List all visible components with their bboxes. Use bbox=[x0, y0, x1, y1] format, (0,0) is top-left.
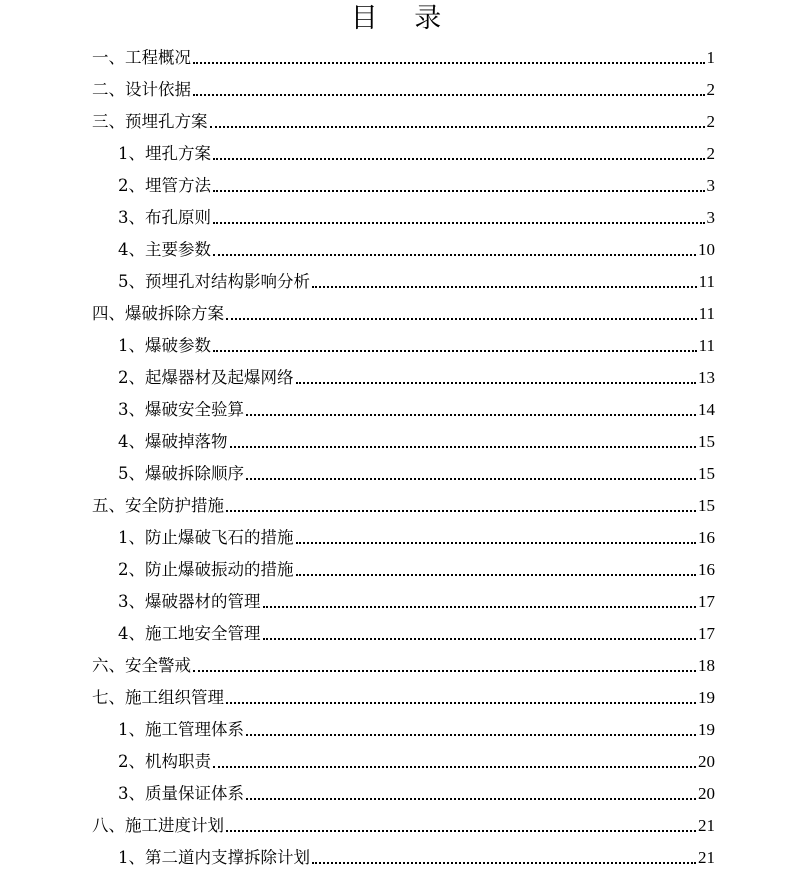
dot-leader bbox=[246, 414, 696, 416]
dot-leader bbox=[193, 62, 705, 64]
toc-entry-page: 18 bbox=[698, 656, 715, 675]
dot-leader bbox=[210, 126, 705, 128]
toc-entry-text: 二、设计依据 bbox=[92, 80, 191, 99]
toc-entry-page: 17 bbox=[698, 624, 715, 643]
toc-entry-text: 三、预埋孔方案 bbox=[92, 112, 208, 131]
page-title: 目 录 bbox=[350, 3, 456, 34]
dot-leader bbox=[230, 446, 697, 448]
toc-entry-page: 11 bbox=[698, 272, 715, 291]
toc-entry-page: 16 bbox=[698, 528, 715, 547]
dot-leader bbox=[213, 222, 705, 224]
toc-entry-text: 2、机构职责 bbox=[118, 752, 211, 771]
toc-entry-page: 19 bbox=[698, 720, 715, 739]
toc-entry[interactable] bbox=[0, 231, 792, 263]
toc-entry-page: 11 bbox=[698, 336, 715, 355]
toc-entry[interactable] bbox=[0, 711, 792, 743]
toc-entry[interactable] bbox=[0, 391, 792, 423]
toc-entry[interactable] bbox=[0, 199, 792, 231]
dot-leader bbox=[193, 94, 705, 96]
toc-entry[interactable] bbox=[0, 263, 792, 295]
table-of-contents bbox=[0, 39, 792, 871]
toc-entry-text: 七、施工组织管理 bbox=[92, 688, 224, 707]
toc-entry-page: 10 bbox=[698, 240, 715, 259]
toc-entry-text: 四、爆破拆除方案 bbox=[92, 304, 224, 323]
toc-entry-text: 六、安全警戒 bbox=[92, 656, 191, 675]
toc-entry-text: 3、爆破器材的管理 bbox=[118, 592, 261, 611]
dot-leader bbox=[296, 542, 697, 544]
toc-entry-page: 15 bbox=[698, 496, 715, 515]
toc-entry-text: 4、主要参数 bbox=[118, 240, 211, 259]
toc-entry[interactable] bbox=[0, 807, 792, 839]
toc-entry-page: 20 bbox=[698, 784, 715, 803]
dot-leader bbox=[213, 190, 705, 192]
toc-entry[interactable] bbox=[0, 71, 792, 103]
toc-entry-page: 15 bbox=[698, 464, 715, 483]
toc-entry-page: 13 bbox=[698, 368, 715, 387]
dot-leader bbox=[213, 158, 705, 160]
toc-entry[interactable] bbox=[0, 583, 792, 615]
dot-leader bbox=[226, 510, 696, 512]
toc-entry-text: 3、质量保证体系 bbox=[118, 784, 244, 803]
dot-leader bbox=[246, 478, 696, 480]
toc-entry-text: 4、施工地安全管理 bbox=[118, 624, 261, 643]
toc-entry[interactable] bbox=[0, 423, 792, 455]
toc-entry-text: 1、防止爆破飞石的措施 bbox=[118, 528, 294, 547]
toc-entry-text: 3、爆破安全验算 bbox=[118, 400, 244, 419]
toc-entry-page: 2 bbox=[706, 144, 715, 163]
toc-entry-text: 八、施工进度计划 bbox=[92, 816, 224, 835]
dot-leader bbox=[263, 638, 697, 640]
toc-entry-page: 2 bbox=[706, 112, 715, 131]
toc-entry-text: 一、工程概况 bbox=[92, 48, 191, 67]
toc-entry-page: 21 bbox=[698, 816, 715, 835]
toc-entry-page: 1 bbox=[706, 48, 715, 67]
toc-entry-text: 五、安全防护措施 bbox=[92, 496, 224, 515]
dot-leader bbox=[296, 574, 697, 576]
toc-entry[interactable] bbox=[0, 167, 792, 199]
toc-entry[interactable] bbox=[0, 775, 792, 807]
dot-leader bbox=[226, 830, 696, 832]
toc-entry-page: 2 bbox=[706, 80, 715, 99]
toc-entry[interactable] bbox=[0, 647, 792, 679]
dot-leader bbox=[246, 798, 696, 800]
toc-entry[interactable] bbox=[0, 487, 792, 519]
toc-entry-text: 2、起爆器材及起爆网络 bbox=[118, 368, 294, 387]
dot-leader bbox=[296, 382, 697, 384]
toc-entry-page: 21 bbox=[698, 848, 715, 867]
toc-entry[interactable] bbox=[0, 615, 792, 647]
toc-entry-text: 3、布孔原则 bbox=[118, 208, 211, 227]
dot-leader bbox=[213, 766, 696, 768]
toc-entry[interactable] bbox=[0, 135, 792, 167]
toc-entry-page: 14 bbox=[698, 400, 715, 419]
toc-entry-text: 1、爆破参数 bbox=[118, 336, 211, 355]
toc-entry-text: 5、爆破拆除顺序 bbox=[118, 464, 244, 483]
dot-leader bbox=[193, 670, 696, 672]
toc-entry[interactable] bbox=[0, 39, 792, 71]
dot-leader bbox=[263, 606, 697, 608]
toc-entry[interactable] bbox=[0, 455, 792, 487]
toc-entry-page: 17 bbox=[698, 592, 715, 611]
toc-entry[interactable] bbox=[0, 519, 792, 551]
dot-leader bbox=[226, 702, 696, 704]
toc-entry-page: 20 bbox=[698, 752, 715, 771]
dot-leader bbox=[213, 254, 696, 256]
dot-leader bbox=[312, 286, 697, 288]
toc-entry-text: 1、第二道内支撑拆除计划 bbox=[118, 848, 310, 867]
dot-leader bbox=[246, 734, 696, 736]
toc-entry-page: 11 bbox=[698, 304, 715, 323]
dot-leader bbox=[213, 350, 697, 352]
toc-entry-text: 2、埋管方法 bbox=[118, 176, 211, 195]
dot-leader bbox=[312, 862, 696, 864]
toc-entry[interactable] bbox=[0, 295, 792, 327]
toc-entry[interactable] bbox=[0, 327, 792, 359]
toc-entry[interactable] bbox=[0, 359, 792, 391]
toc-entry[interactable] bbox=[0, 679, 792, 711]
dot-leader bbox=[226, 318, 697, 320]
toc-entry-page: 19 bbox=[698, 688, 715, 707]
toc-entry[interactable] bbox=[0, 839, 792, 871]
toc-entry[interactable] bbox=[0, 743, 792, 775]
toc-entry-text: 1、埋孔方案 bbox=[118, 144, 211, 163]
toc-entry-text: 4、爆破掉落物 bbox=[118, 432, 228, 451]
toc-entry[interactable] bbox=[0, 551, 792, 583]
toc-entry-page: 15 bbox=[698, 432, 715, 451]
toc-entry-page: 16 bbox=[698, 560, 715, 579]
toc-entry-text: 5、预埋孔对结构影响分析 bbox=[118, 272, 310, 291]
toc-entry-page: 3 bbox=[706, 208, 715, 227]
toc-entry[interactable] bbox=[0, 103, 792, 135]
toc-entry-text: 2、防止爆破振动的措施 bbox=[118, 560, 294, 579]
toc-entry-page: 3 bbox=[706, 176, 715, 195]
toc-entry-text: 1、施工管理体系 bbox=[118, 720, 244, 739]
